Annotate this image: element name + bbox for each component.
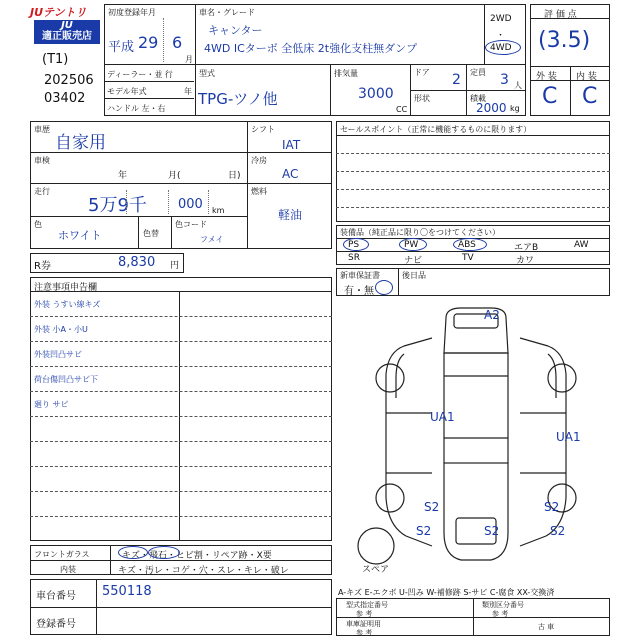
drive-2wd: 2WD — [490, 14, 512, 24]
equip-airbag: エアB — [514, 243, 539, 253]
fuel-label: 燃料 — [251, 187, 267, 196]
note-item: 外装 うすい線キズ — [34, 300, 101, 309]
front-glass-value: キズ・飛石・ヒビ割・リペア跡・X要 — [122, 551, 272, 561]
interior-label: 内 装 — [576, 72, 597, 82]
new-warranty-label: 新車保証書 — [340, 271, 380, 280]
logo-text: JUテントリ — [30, 6, 87, 19]
grade-code: (T1) — [42, 52, 69, 67]
reg-year: 29 — [138, 33, 159, 52]
color-code-label: 色コード — [175, 220, 207, 229]
kind-label: 車歴 — [34, 125, 50, 134]
kind-value: 自家用 — [55, 133, 106, 153]
chassis-value: 550118 — [102, 584, 152, 599]
equip-ps: PS — [348, 240, 360, 250]
cc-unit: CC — [396, 105, 408, 114]
reg-month: 6 — [172, 33, 183, 52]
equip-tv: TV — [462, 253, 474, 263]
exterior-rating: C — [542, 84, 558, 109]
chassis-label: 車台番号 — [36, 591, 76, 602]
equip-sr: SR — [348, 253, 360, 263]
ac-label: 冷房 — [251, 156, 267, 165]
damage-mark-s2: S2 — [550, 524, 566, 538]
inspection-label: 車検 — [34, 156, 50, 165]
model-year-label: モデル年式 — [107, 87, 147, 96]
reg-label: 初度登録年月 — [108, 8, 156, 17]
dealer-label: ディーラー・並 行 — [107, 70, 173, 79]
inspection-month: 月( — [168, 171, 181, 181]
doors-value: 2 — [452, 72, 461, 88]
mileage-label: 走行 — [34, 187, 50, 196]
kizu-circle — [118, 546, 148, 559]
pw-circle — [399, 238, 427, 251]
lot-line2: 03402 — [44, 91, 86, 106]
notes-title: 注意事項申告欄 — [34, 283, 98, 293]
mu-circle — [375, 280, 393, 295]
damage-mark-s2: S2 — [424, 500, 440, 514]
capacity-value: 3 — [500, 72, 509, 88]
ps-circle — [343, 238, 369, 251]
equipment-title: 装備品（純正品に限り〇をつけてください） — [340, 228, 500, 237]
recycle-label: R券 — [34, 261, 51, 272]
sales-title: セールスポイント（正常に機能するものに限ります） — [340, 125, 532, 134]
note-item: 外装凹凸サビ — [34, 350, 82, 359]
mileage-tail: 000 — [178, 197, 203, 212]
equip-leather: カワ — [516, 256, 535, 266]
fuel-value: 軽油 — [278, 208, 303, 222]
model-label: 型式 — [199, 69, 215, 78]
spare-label: スペア — [362, 565, 390, 575]
capacity-unit: 人 — [514, 81, 522, 90]
reg-month-unit: 月 — [185, 55, 193, 64]
model-check-label: 型式指定番号 — [346, 601, 388, 609]
lot-line1: 202506 — [44, 73, 94, 88]
damage-mark-ua1-left: UA1 — [430, 410, 455, 424]
badge-text: 適正販売店 — [42, 31, 92, 42]
recycle-value: 8,830 — [118, 255, 156, 270]
class-check-label: 類別区分番号 — [482, 601, 524, 609]
color-code-value: フメイ — [200, 235, 224, 244]
kosya-label: 古 車 — [538, 623, 555, 631]
load-value: 2000 — [476, 101, 507, 115]
equip-pw: PW — [404, 240, 419, 250]
damage-mark-a2: A2 — [484, 308, 500, 322]
reg-proof-label: 車庫証明用 — [346, 620, 381, 628]
note-item: 廻り サビ — [34, 400, 69, 409]
interior-glass-value: キズ・汚レ・コゲ・穴・スレ・キレ・破レ — [118, 566, 289, 576]
shift-value: IAT — [282, 138, 301, 152]
mileage-value: 5万9千 — [88, 195, 147, 216]
damage-mark-s2: S2 — [416, 524, 432, 538]
damage-mark-s2: S2 — [484, 524, 500, 538]
color-label: 色 — [34, 220, 42, 229]
interior-glass-label: 内装 — [60, 565, 76, 574]
ac-value: AC — [282, 167, 299, 181]
load-label: 積載 — [470, 94, 486, 103]
car-name: キャンター — [208, 24, 263, 37]
model-year-unit: 年 — [184, 87, 192, 96]
note-item: 外装 小A・小U — [34, 325, 88, 334]
new-warranty-value: 有・無 — [344, 286, 374, 297]
model-value: TPG-ツノ他 — [198, 90, 278, 108]
equip-abs: ABS — [458, 240, 476, 250]
shape-label: 形状 — [414, 94, 430, 103]
damage-mark-s2: S2 — [544, 500, 560, 514]
rating-label: 評 価 点 — [544, 10, 577, 20]
color-value: ホワイト — [58, 229, 102, 242]
equip-navi: ナビ — [404, 256, 423, 266]
car-label: 車名・グレード — [199, 8, 255, 17]
rating-score: (3.5) — [538, 28, 591, 53]
drive-dot: ・ — [496, 31, 506, 41]
model-ref: 参 考 — [356, 610, 373, 618]
doors-label: ドア — [414, 68, 430, 77]
exterior-label: 外 装 — [536, 72, 557, 82]
mileage-unit: km — [212, 206, 225, 215]
load-unit: kg — [510, 104, 520, 113]
drive-4wd: 4WD — [490, 43, 512, 53]
ju-text: JU — [61, 20, 73, 31]
shift-label: シフト — [251, 125, 275, 134]
note-item: 荷台傷凹凸サビ下 — [34, 375, 98, 384]
displacement-label: 排気量 — [334, 69, 358, 78]
displacement-value: 3000 — [358, 86, 394, 102]
handle-label: ハンドル 左・右 — [107, 104, 166, 113]
reg-proof-ref: 参 考 — [356, 629, 373, 637]
car-grade: 4WD ICターボ 全低床 2t強化支柱無ダンプ — [204, 42, 418, 55]
inspection-day: 日) — [228, 171, 241, 181]
capacity-label: 定員 — [470, 68, 486, 77]
top-info-box — [104, 4, 526, 116]
equip-aw: AW — [574, 240, 589, 250]
class-ref: 参 考 — [492, 610, 509, 618]
brand-logo — [30, 4, 100, 18]
recycle-unit: 円 — [170, 261, 180, 271]
tobiishi-circle — [148, 546, 180, 559]
ju-badge — [34, 20, 100, 44]
reg-no-label: 登録番号 — [36, 619, 76, 630]
repaint-label: 色替 — [143, 229, 159, 238]
pref-label: 後日品 — [402, 271, 426, 280]
drive-4wd-circle — [485, 40, 521, 55]
interior-rating: C — [582, 84, 598, 109]
reg-era: 平成 — [108, 40, 135, 55]
damage-legend: A-キズ E-エクボ U-凹み W-補修跡 S-サビ C-腐食 XX-交換済 — [338, 588, 555, 597]
abs-circle — [453, 238, 487, 251]
recycle-box — [30, 253, 184, 273]
damage-mark-ua1-right: UA1 — [556, 430, 581, 444]
inspection-year: 年 — [118, 171, 128, 181]
front-glass-label: フロントガラス — [34, 550, 90, 559]
